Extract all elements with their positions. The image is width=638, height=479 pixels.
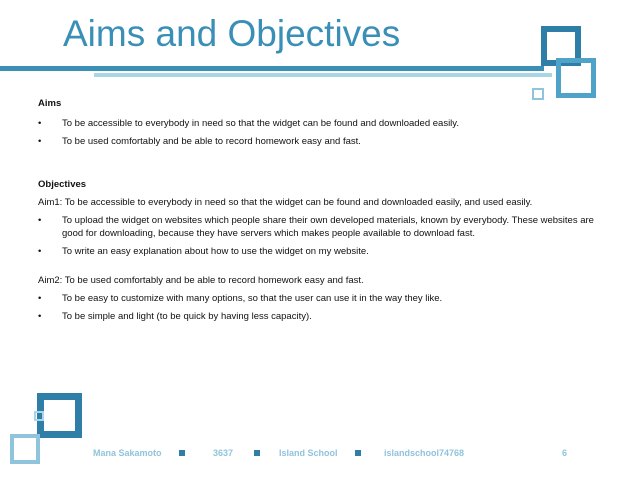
bullet-dot: • bbox=[38, 118, 42, 129]
footer-account: islandschool74768 bbox=[384, 448, 465, 458]
aims-heading: Aims bbox=[38, 98, 62, 109]
footer-separator bbox=[254, 450, 260, 456]
title-underline-light bbox=[94, 73, 552, 77]
aim2-bullet bbox=[38, 310, 598, 323]
bullet-dot: • bbox=[38, 293, 42, 304]
aims-bullet bbox=[38, 117, 598, 130]
bullet-text: To upload the widget on websites which people share their own developed materials, known by everybody. These websites are good for downloading, because they have servers which makes people available to download fast. bbox=[62, 215, 594, 239]
footer-number: 3637 bbox=[213, 448, 234, 458]
bullet-dot: • bbox=[38, 246, 42, 257]
deco-square-bottom-medium bbox=[10, 434, 40, 464]
bullet-dot: • bbox=[38, 311, 42, 322]
aim2-text: Aim2: To be used comfortably and be able to record homework easy and fast. bbox=[38, 275, 364, 286]
bullet-text: To be easy to customize with many options, so that the user can use it in the way they like. bbox=[62, 293, 443, 304]
aims-bullet bbox=[38, 135, 598, 148]
bullet-text: To be accessible to everybody in need so that the widget can be found and downloaded easily. bbox=[62, 118, 459, 129]
footer-page-number: 6 bbox=[562, 448, 568, 458]
objectives-heading: Objectives bbox=[38, 179, 87, 190]
bullet-text: To be used comfortably and be able to record homework easy and fast. bbox=[62, 136, 361, 147]
bullet-text: To write an easy explanation about how to use the widget on my website. bbox=[62, 246, 369, 257]
deco-square-bottom-small bbox=[34, 411, 44, 421]
aim1-bullet bbox=[38, 245, 598, 258]
footer-author: Mana Sakamoto bbox=[93, 448, 162, 458]
aim2-bullet bbox=[38, 292, 598, 305]
aim1-bullet bbox=[38, 214, 598, 240]
footer-separator bbox=[179, 450, 185, 456]
slide-title: Aims and Objectives bbox=[63, 13, 401, 54]
bullet-text: To be simple and light (to be quick by having less capacity). bbox=[62, 311, 312, 322]
bullet-dot: • bbox=[38, 136, 42, 147]
slide-content bbox=[38, 97, 598, 323]
aim1-text: Aim1: To be accessible to everybody in need so that the widget can be found and downloaded easily, and used easily. bbox=[38, 197, 533, 208]
title-underline-dark bbox=[0, 66, 544, 71]
bullet-dot: • bbox=[38, 215, 42, 226]
deco-square-top-medium bbox=[556, 58, 596, 98]
footer-school: Island School bbox=[279, 448, 338, 458]
footer-separator bbox=[355, 450, 361, 456]
